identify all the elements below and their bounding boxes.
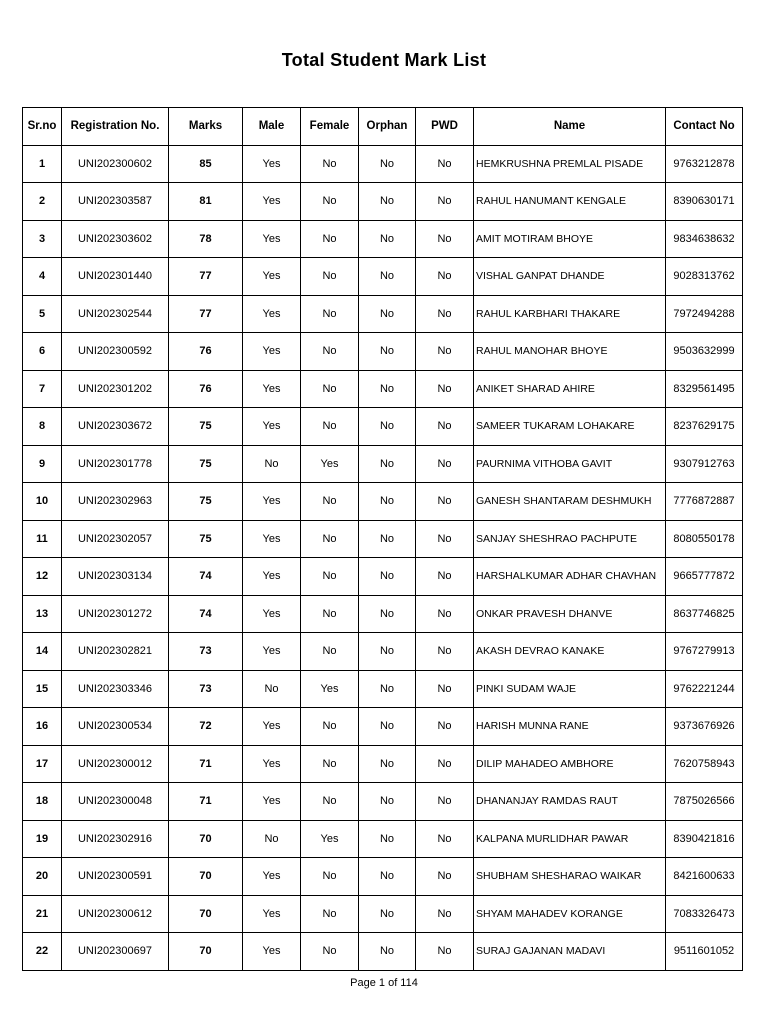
contact-no-cell: 7083326473 xyxy=(666,895,743,933)
table-row xyxy=(23,258,743,296)
name-cell: KALPANA MURLIDHAR PAWAR xyxy=(474,820,666,858)
registration-no-cell: UNI202303602 xyxy=(62,220,169,258)
registration-no-cell: UNI202300602 xyxy=(62,145,169,183)
table-row xyxy=(23,183,743,221)
contact-no-cell: 9763212878 xyxy=(666,145,743,183)
contact-no-cell: 7875026566 xyxy=(666,783,743,821)
marks-cell: 72 xyxy=(169,708,243,746)
pwd-cell: No xyxy=(416,633,474,671)
contact-no-cell: 8390421816 xyxy=(666,820,743,858)
registration-no-cell: UNI202301202 xyxy=(62,370,169,408)
pwd-cell: No xyxy=(416,408,474,446)
female-cell: No xyxy=(301,220,359,258)
header-row xyxy=(23,108,743,146)
female-cell: No xyxy=(301,933,359,971)
male-cell: Yes xyxy=(243,595,301,633)
male-cell: No xyxy=(243,445,301,483)
srno-cell: 6 xyxy=(23,333,62,371)
srno-cell: 17 xyxy=(23,745,62,783)
pwd-cell: No xyxy=(416,483,474,521)
registration-no-cell: UNI202302821 xyxy=(62,633,169,671)
registration-no-cell: UNI202302544 xyxy=(62,295,169,333)
female-cell: No xyxy=(301,370,359,408)
registration-no-cell: UNI202303134 xyxy=(62,558,169,596)
registration-no-cell: UNI202300012 xyxy=(62,745,169,783)
name-cell: RAHUL HANUMANT KENGALE xyxy=(474,183,666,221)
pwd-cell: No xyxy=(416,895,474,933)
contact-no-cell: 8390630171 xyxy=(666,183,743,221)
orphan-cell: No xyxy=(359,708,416,746)
male-cell: Yes xyxy=(243,633,301,671)
name-cell: PINKI SUDAM WAJE xyxy=(474,670,666,708)
female-cell: No xyxy=(301,858,359,896)
marks-cell: 70 xyxy=(169,895,243,933)
marks-cell: 73 xyxy=(169,670,243,708)
orphan-cell: No xyxy=(359,745,416,783)
orphan-cell: No xyxy=(359,520,416,558)
srno-cell: 7 xyxy=(23,370,62,408)
column-header-srno: Sr.no xyxy=(23,108,62,146)
male-cell: Yes xyxy=(243,745,301,783)
srno-cell: 12 xyxy=(23,558,62,596)
female-cell: No xyxy=(301,333,359,371)
srno-cell: 4 xyxy=(23,258,62,296)
orphan-cell: No xyxy=(359,820,416,858)
table-row xyxy=(23,670,743,708)
table-row xyxy=(23,858,743,896)
srno-cell: 8 xyxy=(23,408,62,446)
name-cell: DHANANJAY RAMDAS RAUT xyxy=(474,783,666,821)
marks-cell: 75 xyxy=(169,445,243,483)
srno-cell: 13 xyxy=(23,595,62,633)
contact-no-cell: 9767279913 xyxy=(666,633,743,671)
orphan-cell: No xyxy=(359,858,416,896)
marks-cell: 71 xyxy=(169,783,243,821)
name-cell: DILIP MAHADEO AMBHORE xyxy=(474,745,666,783)
table-row xyxy=(23,333,743,371)
female-cell: No xyxy=(301,295,359,333)
orphan-cell: No xyxy=(359,558,416,596)
srno-cell: 3 xyxy=(23,220,62,258)
male-cell: Yes xyxy=(243,258,301,296)
contact-no-cell: 7776872887 xyxy=(666,483,743,521)
srno-cell: 18 xyxy=(23,783,62,821)
contact-no-cell: 9503632999 xyxy=(666,333,743,371)
table-row xyxy=(23,220,743,258)
female-cell: No xyxy=(301,595,359,633)
registration-no-cell: UNI202300592 xyxy=(62,333,169,371)
table-row xyxy=(23,595,743,633)
marks-cell: 76 xyxy=(169,370,243,408)
column-header-name: Name xyxy=(474,108,666,146)
srno-cell: 20 xyxy=(23,858,62,896)
name-cell: RAHUL MANOHAR BHOYE xyxy=(474,333,666,371)
pwd-cell: No xyxy=(416,783,474,821)
male-cell: Yes xyxy=(243,220,301,258)
registration-no-cell: UNI202301778 xyxy=(62,445,169,483)
male-cell: Yes xyxy=(243,783,301,821)
name-cell: PAURNIMA VITHOBA GAVIT xyxy=(474,445,666,483)
contact-no-cell: 9665777872 xyxy=(666,558,743,596)
marks-cell: 70 xyxy=(169,933,243,971)
srno-cell: 1 xyxy=(23,145,62,183)
male-cell: Yes xyxy=(243,708,301,746)
orphan-cell: No xyxy=(359,333,416,371)
orphan-cell: No xyxy=(359,145,416,183)
srno-cell: 2 xyxy=(23,183,62,221)
pwd-cell: No xyxy=(416,520,474,558)
male-cell: Yes xyxy=(243,408,301,446)
table-row xyxy=(23,933,743,971)
male-cell: Yes xyxy=(243,933,301,971)
srno-cell: 9 xyxy=(23,445,62,483)
column-header-orphan: Orphan xyxy=(359,108,416,146)
orphan-cell: No xyxy=(359,633,416,671)
registration-no-cell: UNI202302057 xyxy=(62,520,169,558)
pwd-cell: No xyxy=(416,933,474,971)
registration-no-cell: UNI202302916 xyxy=(62,820,169,858)
pwd-cell: No xyxy=(416,745,474,783)
orphan-cell: No xyxy=(359,220,416,258)
contact-no-cell: 7620758943 xyxy=(666,745,743,783)
pwd-cell: No xyxy=(416,595,474,633)
srno-cell: 14 xyxy=(23,633,62,671)
name-cell: VISHAL GANPAT DHANDE xyxy=(474,258,666,296)
table-row xyxy=(23,708,743,746)
contact-no-cell: 8237629175 xyxy=(666,408,743,446)
contact-no-cell: 9834638632 xyxy=(666,220,743,258)
name-cell: SHYAM MAHADEV KORANGE xyxy=(474,895,666,933)
registration-no-cell: UNI202303672 xyxy=(62,408,169,446)
orphan-cell: No xyxy=(359,445,416,483)
male-cell: Yes xyxy=(243,370,301,408)
female-cell: No xyxy=(301,483,359,521)
contact-no-cell: 7972494288 xyxy=(666,295,743,333)
female-cell: No xyxy=(301,708,359,746)
name-cell: RAHUL KARBHARI THAKARE xyxy=(474,295,666,333)
male-cell: Yes xyxy=(243,558,301,596)
pwd-cell: No xyxy=(416,145,474,183)
pwd-cell: No xyxy=(416,258,474,296)
column-header-male: Male xyxy=(243,108,301,146)
female-cell: Yes xyxy=(301,445,359,483)
srno-cell: 21 xyxy=(23,895,62,933)
contact-no-cell: 8080550178 xyxy=(666,520,743,558)
srno-cell: 5 xyxy=(23,295,62,333)
female-cell: No xyxy=(301,258,359,296)
female-cell: No xyxy=(301,408,359,446)
marks-cell: 71 xyxy=(169,745,243,783)
female-cell: No xyxy=(301,745,359,783)
name-cell: SHUBHAM SHESHARAO WAIKAR xyxy=(474,858,666,896)
marks-cell: 70 xyxy=(169,858,243,896)
column-header-registration-no: Registration No. xyxy=(62,108,169,146)
orphan-cell: No xyxy=(359,295,416,333)
mark-list-table xyxy=(22,107,743,971)
registration-no-cell: UNI202302963 xyxy=(62,483,169,521)
orphan-cell: No xyxy=(359,895,416,933)
female-cell: No xyxy=(301,183,359,221)
pwd-cell: No xyxy=(416,708,474,746)
marks-cell: 70 xyxy=(169,820,243,858)
srno-cell: 15 xyxy=(23,670,62,708)
male-cell: Yes xyxy=(243,295,301,333)
column-header-pwd: PWD xyxy=(416,108,474,146)
registration-no-cell: UNI202300048 xyxy=(62,783,169,821)
name-cell: ONKAR PRAVESH DHANVE xyxy=(474,595,666,633)
registration-no-cell: UNI202300612 xyxy=(62,895,169,933)
male-cell: Yes xyxy=(243,483,301,521)
marks-cell: 78 xyxy=(169,220,243,258)
column-header-female: Female xyxy=(301,108,359,146)
marks-cell: 81 xyxy=(169,183,243,221)
marks-cell: 85 xyxy=(169,145,243,183)
table-row xyxy=(23,633,743,671)
table-row xyxy=(23,445,743,483)
male-cell: Yes xyxy=(243,183,301,221)
name-cell: AKASH DEVRAO KANAKE xyxy=(474,633,666,671)
registration-no-cell: UNI202303587 xyxy=(62,183,169,221)
marks-cell: 73 xyxy=(169,633,243,671)
pwd-cell: No xyxy=(416,858,474,896)
female-cell: Yes xyxy=(301,820,359,858)
male-cell: Yes xyxy=(243,145,301,183)
table-row xyxy=(23,408,743,446)
table-row xyxy=(23,520,743,558)
table-row xyxy=(23,370,743,408)
table-row xyxy=(23,895,743,933)
male-cell: No xyxy=(243,670,301,708)
name-cell: GANESH SHANTARAM DESHMUKH xyxy=(474,483,666,521)
contact-no-cell: 8637746825 xyxy=(666,595,743,633)
orphan-cell: No xyxy=(359,408,416,446)
table-row xyxy=(23,558,743,596)
registration-no-cell: UNI202300534 xyxy=(62,708,169,746)
registration-no-cell: UNI202300697 xyxy=(62,933,169,971)
orphan-cell: No xyxy=(359,670,416,708)
pwd-cell: No xyxy=(416,820,474,858)
orphan-cell: No xyxy=(359,933,416,971)
srno-cell: 10 xyxy=(23,483,62,521)
female-cell: No xyxy=(301,145,359,183)
name-cell: SAMEER TUKARAM LOHAKARE xyxy=(474,408,666,446)
female-cell: No xyxy=(301,558,359,596)
pwd-cell: No xyxy=(416,333,474,371)
name-cell: SURAJ GAJANAN MADAVI xyxy=(474,933,666,971)
orphan-cell: No xyxy=(359,258,416,296)
marks-cell: 77 xyxy=(169,258,243,296)
table-row xyxy=(23,145,743,183)
table-row xyxy=(23,783,743,821)
contact-no-cell: 9511601052 xyxy=(666,933,743,971)
srno-cell: 11 xyxy=(23,520,62,558)
orphan-cell: No xyxy=(359,370,416,408)
marks-cell: 74 xyxy=(169,558,243,596)
marks-cell: 74 xyxy=(169,595,243,633)
srno-cell: 16 xyxy=(23,708,62,746)
contact-no-cell: 9762221244 xyxy=(666,670,743,708)
registration-no-cell: UNI202303346 xyxy=(62,670,169,708)
name-cell: HEMKRUSHNA PREMLAL PISADE xyxy=(474,145,666,183)
marks-cell: 77 xyxy=(169,295,243,333)
marks-cell: 75 xyxy=(169,520,243,558)
registration-no-cell: UNI202301440 xyxy=(62,258,169,296)
male-cell: Yes xyxy=(243,858,301,896)
pwd-cell: No xyxy=(416,670,474,708)
table-body xyxy=(23,145,743,970)
female-cell: No xyxy=(301,783,359,821)
male-cell: Yes xyxy=(243,520,301,558)
name-cell: SANJAY SHESHRAO PACHPUTE xyxy=(474,520,666,558)
contact-no-cell: 9028313762 xyxy=(666,258,743,296)
pwd-cell: No xyxy=(416,220,474,258)
male-cell: Yes xyxy=(243,333,301,371)
female-cell: No xyxy=(301,895,359,933)
orphan-cell: No xyxy=(359,783,416,821)
name-cell: ANIKET SHARAD AHIRE xyxy=(474,370,666,408)
name-cell: HARSHALKUMAR ADHAR CHAVHAN xyxy=(474,558,666,596)
name-cell: HARISH MUNNA RANE xyxy=(474,708,666,746)
table-row xyxy=(23,295,743,333)
contact-no-cell: 8329561495 xyxy=(666,370,743,408)
registration-no-cell: UNI202300591 xyxy=(62,858,169,896)
female-cell: No xyxy=(301,520,359,558)
marks-cell: 76 xyxy=(169,333,243,371)
registration-no-cell: UNI202301272 xyxy=(62,595,169,633)
page-title: Total Student Mark List xyxy=(281,50,487,70)
orphan-cell: No xyxy=(359,483,416,521)
srno-cell: 19 xyxy=(23,820,62,858)
marks-cell: 75 xyxy=(169,408,243,446)
contact-no-cell: 9373676926 xyxy=(666,708,743,746)
pwd-cell: No xyxy=(416,445,474,483)
column-header-marks: Marks xyxy=(169,108,243,146)
female-cell: Yes xyxy=(301,670,359,708)
female-cell: No xyxy=(301,633,359,671)
orphan-cell: No xyxy=(359,183,416,221)
pwd-cell: No xyxy=(416,295,474,333)
orphan-cell: No xyxy=(359,595,416,633)
pwd-cell: No xyxy=(416,558,474,596)
male-cell: Yes xyxy=(243,895,301,933)
pwd-cell: No xyxy=(416,183,474,221)
table-row xyxy=(23,483,743,521)
table-row xyxy=(23,820,743,858)
table-row xyxy=(23,745,743,783)
page-number: Page 1 of 114 xyxy=(350,977,418,989)
contact-no-cell: 8421600633 xyxy=(666,858,743,896)
name-cell: AMIT MOTIRAM BHOYE xyxy=(474,220,666,258)
male-cell: No xyxy=(243,820,301,858)
marks-cell: 75 xyxy=(169,483,243,521)
contact-no-cell: 9307912763 xyxy=(666,445,743,483)
pwd-cell: No xyxy=(416,370,474,408)
column-header-contact-no: Contact No xyxy=(666,108,743,146)
srno-cell: 22 xyxy=(23,933,62,971)
